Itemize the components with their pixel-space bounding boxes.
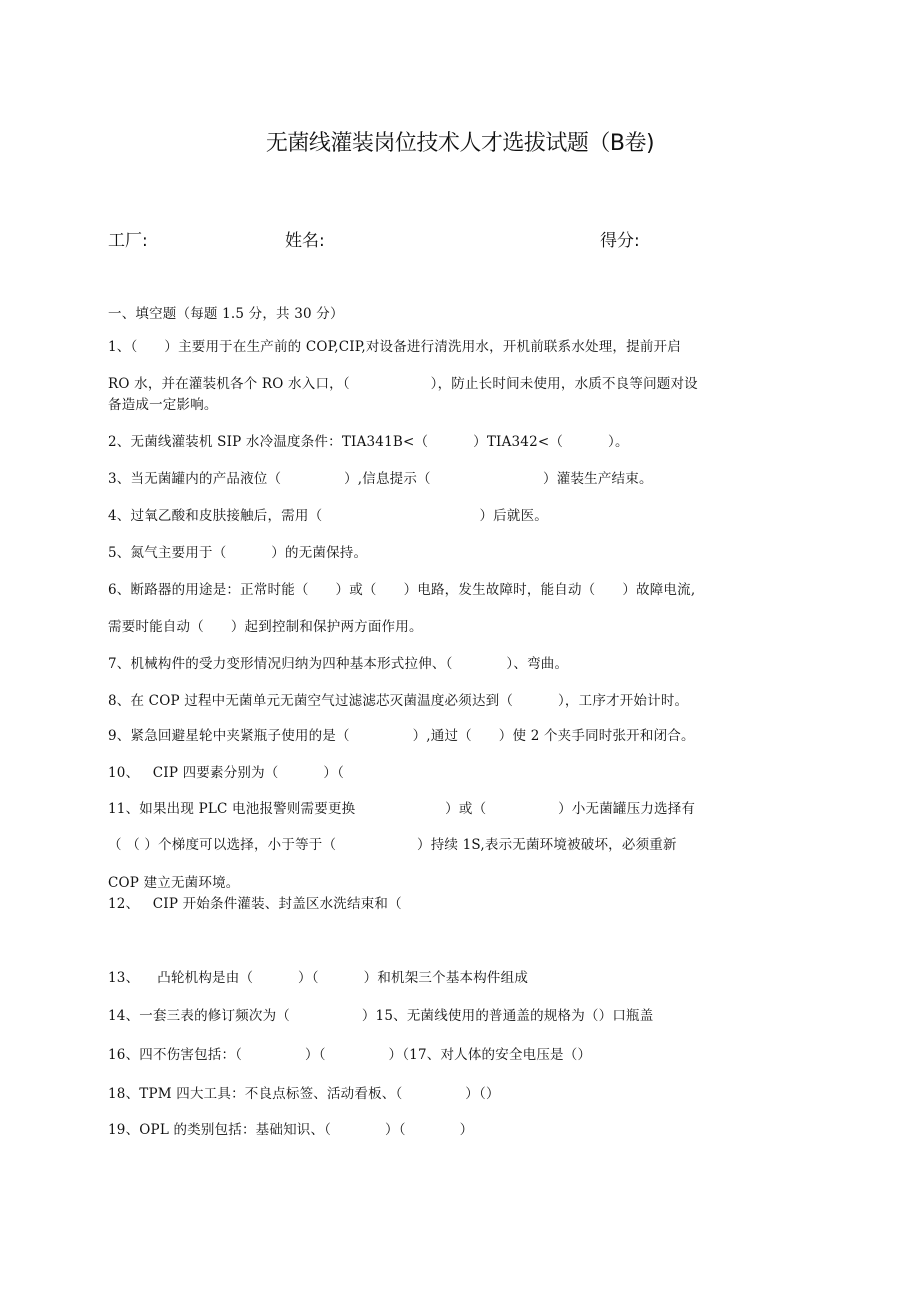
name-label: 姓名: — [285, 231, 325, 251]
question-11-line-1: 11、如果出现 PLC 电池报警则需要更换 ）或（ ）小无菌罐压力选择有 — [108, 801, 696, 817]
question-4: 4、过氧乙酸和皮肤接触后，需用（ ）后就医。 — [108, 508, 548, 524]
question-5: 5、氮气主要用于（ ）的无菌保持。 — [108, 545, 368, 561]
question-2: 2、无菌线灌装机 SIP 水冷温度条件：TIA341B<（ ）TIA342<（ ）。 — [108, 434, 629, 450]
question-1-line-1: 1、（ ）主要用于在生产前的 COP,CIP,对设备进行清洗用水，开机前联系水处理，提前开启 — [108, 339, 681, 355]
question-1-line-2: RO 水，并在灌装机各个 RO 水入口，（ ），防止长时间未使用，水质不良等问题对设 — [108, 376, 698, 392]
question-7: 7、机械构件的受力变形情况归纳为四种基本形式拉伸、（ ）、弯曲。 — [108, 656, 569, 672]
question-10: 10、 CIP 四要素分别为（ ）（ — [108, 765, 345, 781]
question-11-line-3: COP 建立无菌环境。 — [108, 875, 240, 891]
question-1-line-3: 备造成一定影响。 — [108, 397, 218, 413]
section-heading: 一、填空题（每题 1.5 分，共 30 分） — [108, 306, 344, 322]
question-16-17: 16、四不伤害包括：（ ）（ ）（17、对人体的安全电压是（） — [108, 1047, 592, 1063]
question-13: 13、 凸轮机构是由（ ）（ ）和机架三个基本构件组成 — [108, 970, 529, 986]
question-6-line-2: 需要时能自动（ ）起到控制和保护两方面作用。 — [108, 619, 423, 635]
question-11-line-2: （ （ ）个梯度可以选择，小于等于（ ）持续 1S,表示无菌环境被破坏，必须重新 — [108, 837, 677, 853]
factory-label: 工厂: — [108, 231, 148, 251]
question-8: 8、在 COP 过程中无菌单元无菌空气过滤滤芯灭菌温度必须达到（ ），工序才开始计时。 — [108, 693, 689, 709]
question-18: 18、TPM 四大工具：不良点标签、活动看板、（ ）（） — [108, 1086, 500, 1102]
question-14-15: 14、一套三表的修订频次为（ ）15、无菌线使用的普通盖的规格为（）口瓶盖 — [108, 1008, 654, 1024]
question-19: 19、OPL 的类别包括：基础知识、（ ）（ ） — [108, 1122, 474, 1138]
page-title: 无菌线灌装岗位技术人才选拔试题（B卷) — [265, 131, 655, 156]
question-9: 9、紧急回避星轮中夹紧瓶子使用的是（ ）,通过（ ）使 2 个夹手同时张开和闭合。 — [108, 728, 695, 744]
question-6-line-1: 6、断路器的用途是：正常时能（ ）或（ ）电路，发生故障时，能自动（ ）故障电流, — [108, 582, 696, 598]
score-label: 得分: — [600, 231, 640, 251]
question-3: 3、当无菌罐内的产品液位（ ）,信息提示（ ）灌装生产结束。 — [108, 471, 653, 487]
question-12: 12、 CIP 开始条件灌装、封盖区水洗结束和（ — [108, 896, 402, 912]
